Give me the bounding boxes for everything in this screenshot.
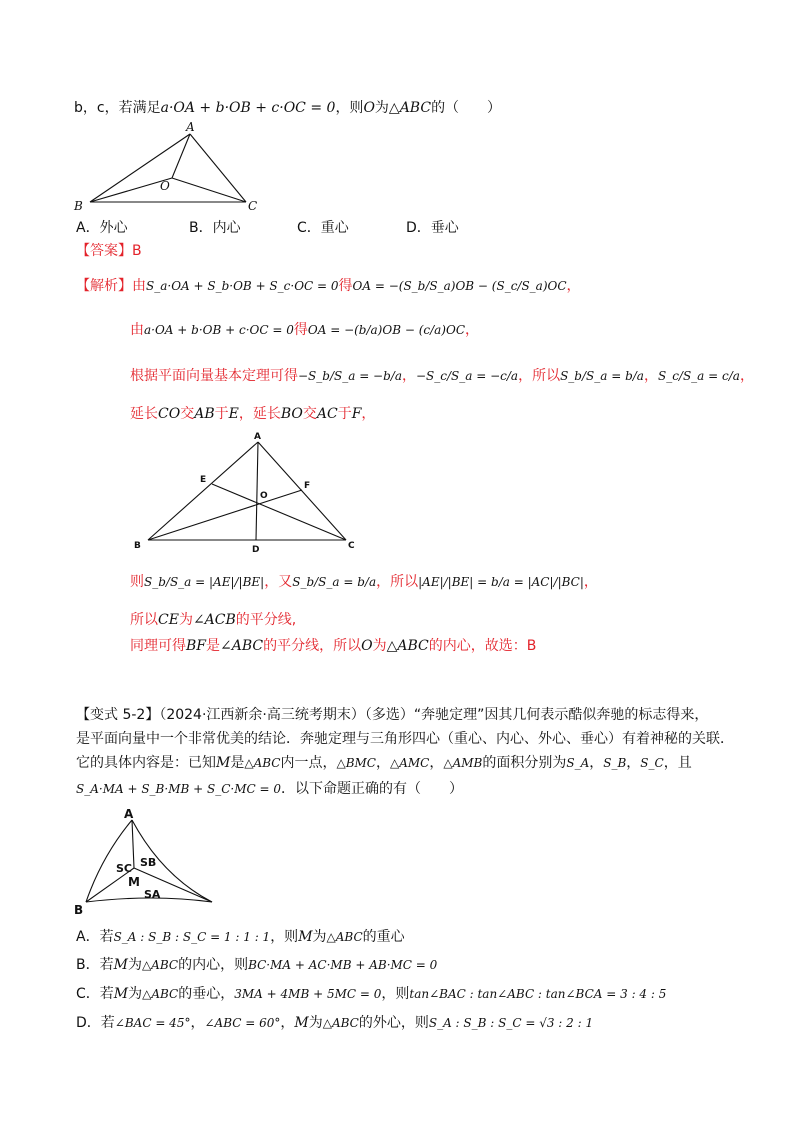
- q1-a1-de: 得: [338, 278, 353, 294]
- q1f2-edge-ba: [148, 442, 258, 540]
- q1-a6-angle: ∠ACB: [192, 612, 236, 628]
- q1f2-label-E: E: [200, 475, 207, 485]
- q1-a1-result: OA = −(S_b/S_a)OB − (S_c/S_a)OC: [352, 279, 567, 293]
- q2-l3-d: 的面积分别为: [482, 755, 567, 771]
- q2-opt-d-tri: △ABC: [322, 1016, 359, 1030]
- q1f2-label-D: D: [252, 545, 260, 555]
- q2-opt-b-formula: BC·MA + AC·MB + AB·MC = 0: [248, 958, 438, 972]
- q1f2-label-F: F: [304, 481, 311, 491]
- q2-l3-t1: △BMC: [336, 756, 376, 770]
- q1-a1-you: 由: [132, 278, 146, 294]
- q1-a3-f3: S_b/S_a = b/a: [560, 369, 644, 383]
- q1-seg-co: [172, 178, 246, 202]
- q2-opt-d-mid: 的外心，则: [358, 1015, 429, 1031]
- q1-edge-ac: [190, 134, 246, 202]
- q2-opt-a-mid: ，则: [270, 929, 299, 945]
- q1-a7-tongli: 同理可得: [130, 638, 186, 654]
- q2-curve-ab: [86, 820, 132, 902]
- q1-stem: [74, 98, 501, 118]
- q1-a4-co: CO: [158, 406, 181, 422]
- q2-opt-c-result: tan∠BAC : tan∠ABC : tan∠BCA = 3 : 4 : 5: [409, 987, 667, 1001]
- q2-opt-d-pre: D．若: [76, 1015, 115, 1031]
- q2-l3-t2: △AMC: [389, 756, 430, 770]
- q1-a2-end: ，: [465, 322, 479, 338]
- q1-a3-sep: ，: [402, 368, 416, 384]
- q1-a4-ac: AC: [316, 406, 338, 422]
- q1-analysis-line3: [130, 366, 754, 386]
- q2-l3-m: M: [216, 755, 231, 771]
- q1-a5-f2: S_b/S_a = b/a: [292, 575, 377, 589]
- q1-analysis-line6: [130, 610, 296, 630]
- q1-a4-ab: AB: [194, 406, 215, 422]
- q1-label-O: O: [160, 179, 170, 193]
- q1-a5-f1: S_b/S_a = |AE|/|BE|: [144, 575, 265, 589]
- q1-a1-formula: S_a·OA + S_b·OB + S_c·OC = 0: [146, 279, 339, 293]
- q1-stem-suffix: 的（ ）: [431, 100, 502, 116]
- q1-a3-f1: −S_b/S_a = −b/a: [298, 369, 402, 383]
- q1-triangle-figure: [70, 120, 260, 216]
- q1-a7-o: O: [361, 638, 373, 654]
- q2-option-a[interactable]: [76, 927, 405, 947]
- q1f2-label-C: C: [348, 541, 355, 551]
- q1-answer-tag: 【答案】: [76, 243, 132, 259]
- q1-a4-end: ，: [361, 406, 376, 422]
- q2-seg-am: [132, 820, 134, 868]
- q1-a3-f2: −S_c/S_a = −c/a: [416, 369, 519, 383]
- q1-a4-yanchang: 延长: [130, 406, 158, 422]
- q2-line3: [76, 753, 692, 773]
- q1-a4-yu2: 于: [337, 406, 352, 422]
- q2-label-M: M: [128, 875, 140, 889]
- q1f2-edge-ac: [258, 442, 346, 540]
- q1f2-seg-bf: [148, 490, 302, 540]
- q2-opt-a-m: M: [298, 929, 313, 945]
- q2-mercedes-figure: [72, 806, 222, 918]
- q1-analysis-line1: [76, 276, 581, 296]
- q1-a6-end: 的平分线,: [235, 612, 297, 628]
- q2-l3-e: ，且: [663, 755, 692, 771]
- q1-analysis-line5: [130, 572, 598, 592]
- q1-a4-jiao2: 交: [302, 406, 317, 422]
- q1-a7-mid: 的平分线，所以: [263, 638, 362, 654]
- q2-opt-b-pre: B．若: [76, 957, 114, 973]
- q1-a6-suoyi: 所以: [130, 612, 158, 628]
- q2-label-SA: SA: [144, 888, 161, 901]
- q2-l3-sb: S_B: [603, 756, 627, 770]
- q1-option-d[interactable]: D．垂心: [406, 220, 459, 236]
- q1f2-label-O: O: [260, 491, 268, 501]
- q1-label-A: A: [186, 120, 195, 134]
- q1-a4-jiao: 交: [180, 406, 195, 422]
- q2-opt-b-mid: 的内心，则: [178, 957, 249, 973]
- q2-opt-d-f1: ∠BAC = 45°: [114, 1016, 191, 1030]
- q1-stem-wei: 为: [374, 100, 389, 116]
- q1-stem-tri: △ABC: [388, 100, 432, 116]
- q1-label-C: C: [248, 199, 258, 213]
- q1-edge-ba: [90, 134, 190, 202]
- q2-opt-c-mid: 的垂心，: [178, 986, 235, 1002]
- q1-a5-end: ，: [583, 574, 598, 590]
- q1-bisector-figure: [126, 428, 366, 556]
- q2-opt-d-wei: 为: [308, 1015, 323, 1031]
- q2-opt-a-tri: △ABC: [326, 930, 363, 944]
- q1-a3-suoyi: ，所以: [518, 368, 561, 384]
- q2-opt-a-end: 的重心: [362, 929, 405, 945]
- q2-opt-b-m: M: [113, 957, 128, 973]
- q2-label-SC: SC: [116, 862, 132, 875]
- q1-a6-ce: CE: [158, 612, 179, 628]
- q2-opt-b-tri: △ABC: [141, 958, 179, 972]
- q1-option-c[interactable]: C．重心: [297, 220, 349, 236]
- q1-a3-text: 根据平面向量基本定理可得: [130, 368, 298, 384]
- q2-line4: [76, 779, 463, 799]
- q2-option-d[interactable]: [76, 1013, 593, 1033]
- q1-a4-bo: BO: [280, 406, 303, 422]
- q1-a4-f: F: [351, 406, 362, 422]
- q2-label-B: B: [74, 903, 84, 917]
- q2-opt-a-wei: 为: [312, 929, 327, 945]
- q2-l3-s2: ，: [429, 755, 444, 771]
- q1f2-seg-ad: [256, 442, 258, 540]
- q1-a6-wei: 为: [178, 612, 193, 628]
- q1f2-label-B: B: [134, 541, 141, 551]
- q2-line1: [76, 705, 708, 725]
- q2-label-SB: SB: [140, 856, 157, 869]
- q1-stem-O: O: [363, 100, 375, 116]
- q2-l4-rest: ．以下命题正确的有（ ）: [280, 781, 463, 797]
- q1-a7-angle: ∠ABC: [220, 638, 264, 654]
- q1-a3-end: ，: [739, 368, 754, 384]
- q1-a5-you: ，又: [264, 574, 293, 590]
- q1-analysis-line2: [130, 320, 479, 340]
- q1-a4-yu: 于: [214, 406, 229, 422]
- q1-a4-e: E: [228, 406, 239, 422]
- q1-stem-mid: ，则: [335, 100, 364, 116]
- q1f2-label-A: A: [254, 432, 261, 442]
- q2-l3-shi: 是: [230, 755, 245, 771]
- q1-label-B: B: [74, 199, 83, 213]
- q2-source: （2024·江西新余·高三统考期末）: [159, 707, 365, 723]
- q2-tag: 【变式 5-2】: [76, 707, 160, 723]
- q1f2-seg-ce: [212, 484, 346, 540]
- q1-a7-wei: 为: [372, 638, 387, 654]
- q2-line1-rest: “奔驰定理”因其几何表示酷似奔驰的标志得来，: [413, 707, 709, 723]
- q1-a7-bf: BF: [186, 638, 207, 654]
- q1-a7-tri: △ABC: [386, 638, 429, 654]
- q2-opt-c-formula: 3MA + 4MB + 5MC = 0: [234, 987, 382, 1001]
- q1-a2-you: 由: [130, 322, 144, 338]
- q1-a4-yanchang2: ，延长: [238, 406, 281, 422]
- q1-analysis-tag: 【解析】: [76, 278, 132, 294]
- q2-option-b[interactable]: [76, 955, 437, 975]
- q1-answer-value: B: [132, 243, 142, 259]
- q2-l3-s1: ，: [375, 755, 390, 771]
- q1-a5-f3: |AE|/|BE| = b/a = |AC|/|BC|: [418, 575, 584, 589]
- q2-l3-tri: △ABC: [244, 756, 281, 770]
- q2-opt-c-wei: 为: [128, 986, 143, 1002]
- q1-a5-ze: 则: [130, 574, 144, 590]
- q1-a5-suoyi: ，所以: [376, 574, 419, 590]
- q2-opt-c-tri: △ABC: [142, 987, 179, 1001]
- q1-option-a[interactable]: A．外心: [76, 220, 128, 236]
- q2-l3-c: 内一点，: [280, 755, 337, 771]
- q2-opt-a-formula: S_A : S_B : S_C = 1 : 1 : 1: [113, 930, 271, 944]
- q2-l3-s3: ，: [589, 755, 604, 771]
- q1-a3-sep2: ，: [643, 368, 658, 384]
- q1-stem-prefix: b，c，若满足: [74, 100, 161, 116]
- q2-opt-d-m: M: [294, 1015, 309, 1031]
- q2-opt-c-pre: C．若: [76, 986, 114, 1002]
- q1-answer: [76, 241, 142, 261]
- q2-opt-c-mid2: ，则: [381, 986, 410, 1002]
- q2-opt-b-wei: 为: [127, 957, 142, 973]
- q2-opt-a-pre: A．若: [76, 929, 114, 945]
- q1-a2-formula: a·OA + b·OB + c·OC = 0: [144, 323, 294, 337]
- q2-opt-d-s1: ，: [190, 1015, 205, 1031]
- q2-multi: （多选）: [364, 707, 414, 723]
- q1-stem-formula: a·OA + b·OB + c·OC = 0: [160, 100, 336, 116]
- q1-a2-de: 得: [293, 322, 308, 338]
- q2-opt-d-f2: ∠ABC = 60°: [204, 1016, 281, 1030]
- q2-l3-s4: ，: [626, 755, 641, 771]
- q2-l3-sc: S_C: [640, 756, 664, 770]
- q2-opt-d-s2: ，: [280, 1015, 295, 1031]
- q2-option-c[interactable]: [76, 984, 666, 1004]
- q1-a2-result: OA = −(b/a)OB − (c/a)OC: [307, 323, 465, 337]
- q2-l3-sa: S_A: [566, 756, 590, 770]
- q1-option-b[interactable]: B．内心: [189, 220, 241, 236]
- q2-opt-d-f3: S_A : S_B : S_C = √3 : 2 : 1: [428, 1016, 594, 1030]
- q1-a7-shi: 是: [206, 638, 221, 654]
- q1-a3-f4: S_c/S_a = c/a: [657, 369, 740, 383]
- q1-analysis-line4: [130, 404, 375, 424]
- q2-opt-c-m: M: [113, 986, 129, 1002]
- q1-a1-end: ，: [566, 278, 581, 294]
- q2-l4-formula: S_A·MA + S_B·MB + S_C·MC = 0: [76, 782, 281, 796]
- q1-a7-end: 的内心，故选：B: [428, 638, 537, 654]
- q2-label-A: A: [124, 807, 134, 821]
- q2-line2: 是平面向量中一个非常优美的结论．奔驰定理与三角形四心（重心、内心、外心、垂心）有着神秘的关联．: [76, 731, 734, 747]
- q1-analysis-line7: [130, 636, 536, 656]
- q2-l3-a: 它的具体内容是：已知: [76, 755, 216, 771]
- q2-l3-t3: △AMB: [443, 756, 483, 770]
